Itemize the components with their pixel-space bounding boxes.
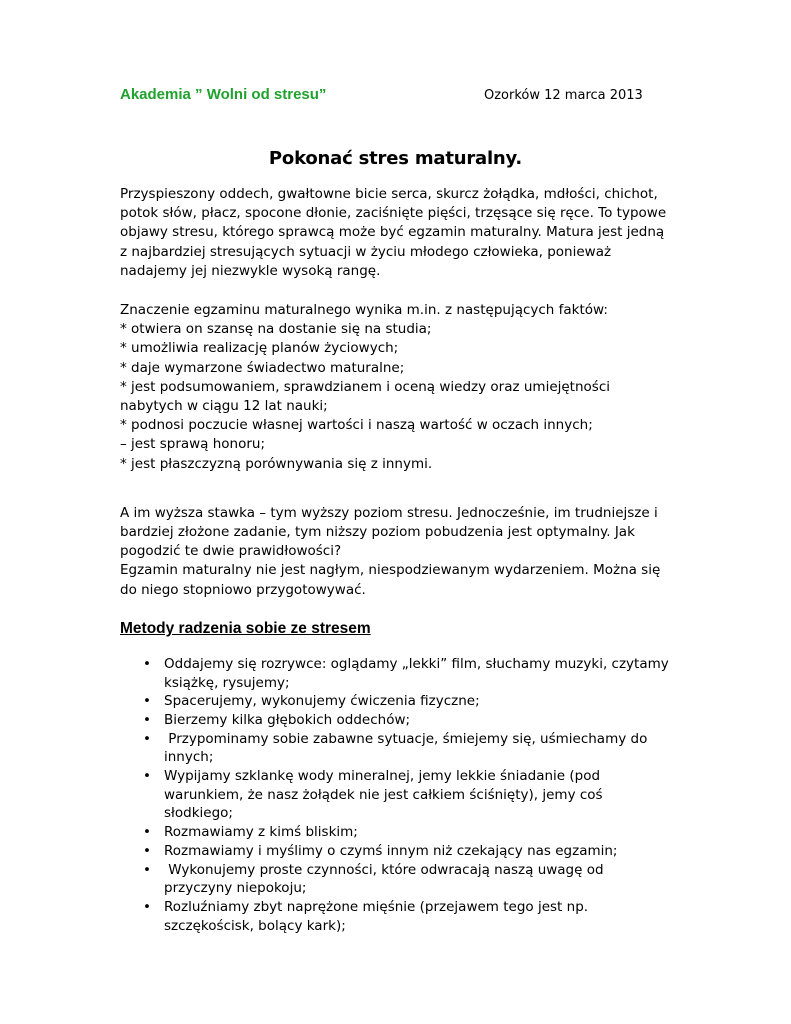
text-line: przyczyny niepokoju;	[164, 880, 307, 897]
text-line: książkę, rysujemy;	[164, 674, 290, 691]
text-line: * daje wymarzone świadectwo maturalne;	[120, 359, 405, 376]
text-line: do niego stopniowo przygotowywać.	[120, 581, 366, 598]
text-line: * jest płaszczyzną porównywania się z innymi.	[120, 455, 433, 472]
text-line: Wykonujemy proste czynności, które odwracają naszą uwagę od	[164, 861, 604, 878]
facts-paragraph	[120, 301, 680, 474]
bullet-icon: •	[143, 842, 151, 859]
stakes-paragraph	[120, 504, 680, 600]
list-item	[120, 861, 680, 898]
bullet-icon: •	[143, 711, 151, 728]
bullet-icon: •	[143, 655, 151, 672]
text-line: Bierzemy kilka głębokich oddechów;	[164, 711, 411, 728]
text-line: – jest sprawą honoru;	[120, 436, 266, 453]
text-line: Przypominamy sobie zabawne sytuacje, śmiejemy się, uśmiechamy do	[164, 730, 648, 747]
bullet-icon: •	[143, 861, 151, 878]
text-line: Rozmawiamy i myślimy o czymś innym niż czekający nas egzamin;	[164, 842, 618, 859]
text-line: słodkiego;	[164, 805, 233, 822]
text-line: potok słów, płacz, spocone dłonie, zaciśnięte pięści, trzęsące się ręce. To typowe	[120, 205, 667, 222]
text-line: Egzamin maturalny nie jest nagłym, niespodziewanym wydarzeniem. Można się	[120, 562, 661, 579]
list-item	[120, 767, 680, 823]
list-item	[120, 730, 680, 767]
text-line: Znaczenie egzaminu maturalnego wynika m.in. z następujących faktów:	[120, 302, 608, 319]
text-line: Rozluźniamy zbyt naprężone mięśnie (przejawem tego jest np.	[164, 899, 589, 915]
list-item	[120, 655, 680, 692]
text-line: nabytych w ciągu 12 lat nauki;	[120, 398, 328, 415]
bullet-icon: •	[143, 693, 151, 710]
list-item	[120, 823, 680, 842]
methods-heading: Metody radzenia sobie ze stresem	[120, 619, 371, 637]
text-line: Oddajemy się rozrywce: oglądamy „lekki” film, słuchamy muzyki, czytamy	[164, 655, 669, 672]
text-line: nadajemy jej niezwykle wysoką rangę.	[120, 262, 381, 279]
bullet-icon: •	[143, 730, 151, 747]
list-item	[120, 842, 680, 861]
text-line: Spacerujemy, wykonujemy ćwiczenia fizyczne;	[164, 693, 480, 710]
list-item	[120, 692, 680, 711]
bullet-icon: •	[143, 768, 151, 785]
paragraph-spacer	[120, 474, 680, 504]
intro-paragraph	[120, 185, 680, 281]
bullet-icon: •	[143, 899, 151, 915]
methods-list	[120, 655, 680, 936]
text-line: Przyspieszony oddech, gwałtowne bicie serca, skurcz żołądka, mdłości, chichot,	[120, 186, 658, 202]
document-body	[120, 185, 680, 935]
organization-name: Akademia ” Wolni od stresu”	[120, 86, 327, 103]
bullet-icon: •	[143, 824, 151, 841]
text-line: * podnosi poczucie własnej wartości i naszą wartość w oczach innych;	[120, 417, 593, 434]
text-line: innych;	[164, 749, 214, 766]
text-line: * otwiera on szansę na dostanie się na studia;	[120, 321, 432, 338]
list-item	[120, 898, 680, 935]
list-item	[120, 711, 680, 730]
text-line: Wypijamy szklankę wody mineralnej, jemy lekkie śniadanie (pod	[164, 768, 601, 785]
text-line: bardziej złożone zadanie, tym niższy poziom pobudzenia jest optymalny. Jak	[120, 524, 635, 541]
text-line: z najbardziej stresujących sytuacji w życiu młodego człowieka, ponieważ	[120, 243, 612, 260]
text-line: Rozmawiamy z kimś bliskim;	[164, 824, 358, 841]
text-line: * jest podsumowaniem, sprawdzianem i oceną wiedzy oraz umiejętności	[120, 378, 611, 395]
text-line: pogodzić te dwie prawidłowości?	[120, 543, 342, 560]
document-date: Ozorków 12 marca 2013	[484, 88, 643, 103]
text-line: * umożliwia realizację planów życiowych;	[120, 340, 399, 357]
page-title: Pokonać stres maturalny.	[268, 148, 523, 169]
text-line: szczękościsk, bolący kark);	[164, 917, 346, 934]
text-line: A im wyższa stawka – tym wyższy poziom stresu. Jednocześnie, im trudniejsze i	[120, 504, 658, 521]
text-line: objawy stresu, którego sprawcą może być egzamin maturalny. Matura jest jedną	[120, 224, 665, 241]
text-line: warunkiem, że nasz żołądek nie jest całkiem ściśnięty), jemy coś	[164, 786, 603, 803]
